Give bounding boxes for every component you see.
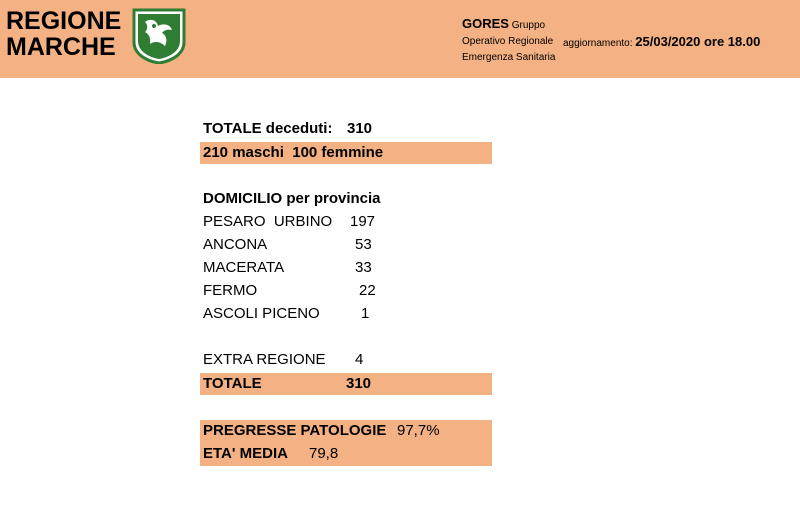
logo-line-2: MARCHE [6,33,116,61]
sesso-row [200,142,492,164]
province-value: 197 [350,213,376,230]
domicilio-title: DOMICILIO per provincia [203,190,381,207]
province-name: FERMO [203,282,258,299]
province-value: 22 [359,282,376,299]
gores-sub: Gruppo [511,20,546,31]
eta-media-row [203,443,288,465]
totale-deceduti-label: TOTALE deceduti: [203,120,333,137]
extra-regione-row [200,349,364,371]
province-name: PESARO URBINO [203,213,333,230]
patologie-value: 97,7% [397,422,440,439]
totale-value: 310 [346,375,372,392]
sesso-text: 210 maschi 100 femmine [203,144,384,161]
totale-deceduti-value: 310 [347,120,373,137]
header-bar [0,0,800,78]
gores-block [462,16,555,66]
province-value: 1 [361,305,370,322]
gores-name: GORES [462,16,509,31]
province-row [200,280,376,302]
patologie-eta-block [200,420,492,466]
extra-regione-name: EXTRA REGIONE [203,351,326,368]
totale-row [200,373,492,395]
eta-media-label: ETA' MEDIA [203,445,288,462]
extra-regione-value: 4 [355,351,364,368]
province-name: ANCONA [203,236,268,253]
regione-marche-logo [6,8,121,60]
province-row [200,303,370,325]
gores-line-3: Emergenza Sanitaria [462,52,556,63]
update-value: 25/03/2020 ore 18.00 [635,34,761,49]
province-row [200,257,372,279]
province-row [200,211,376,233]
gores-line-2: Operativo Regionale [462,36,554,47]
eta-media-value: 79,8 [309,445,339,462]
regione-marche-emblem-icon [130,8,188,64]
patologie-label: PREGRESSE PATOLOGIE [203,422,387,439]
totale-label: TOTALE [203,375,262,392]
logo-line-1: REGIONE [6,7,122,35]
province-value: 33 [355,259,372,276]
update-label: aggiornamento: [563,38,633,49]
province-row [200,234,372,256]
province-name: MACERATA [203,259,285,276]
province-value: 53 [355,236,372,253]
update-info [563,34,760,49]
province-name: ASCOLI PICENO [203,305,320,322]
patologie-row [203,420,386,442]
totale-deceduti-row [200,118,373,140]
